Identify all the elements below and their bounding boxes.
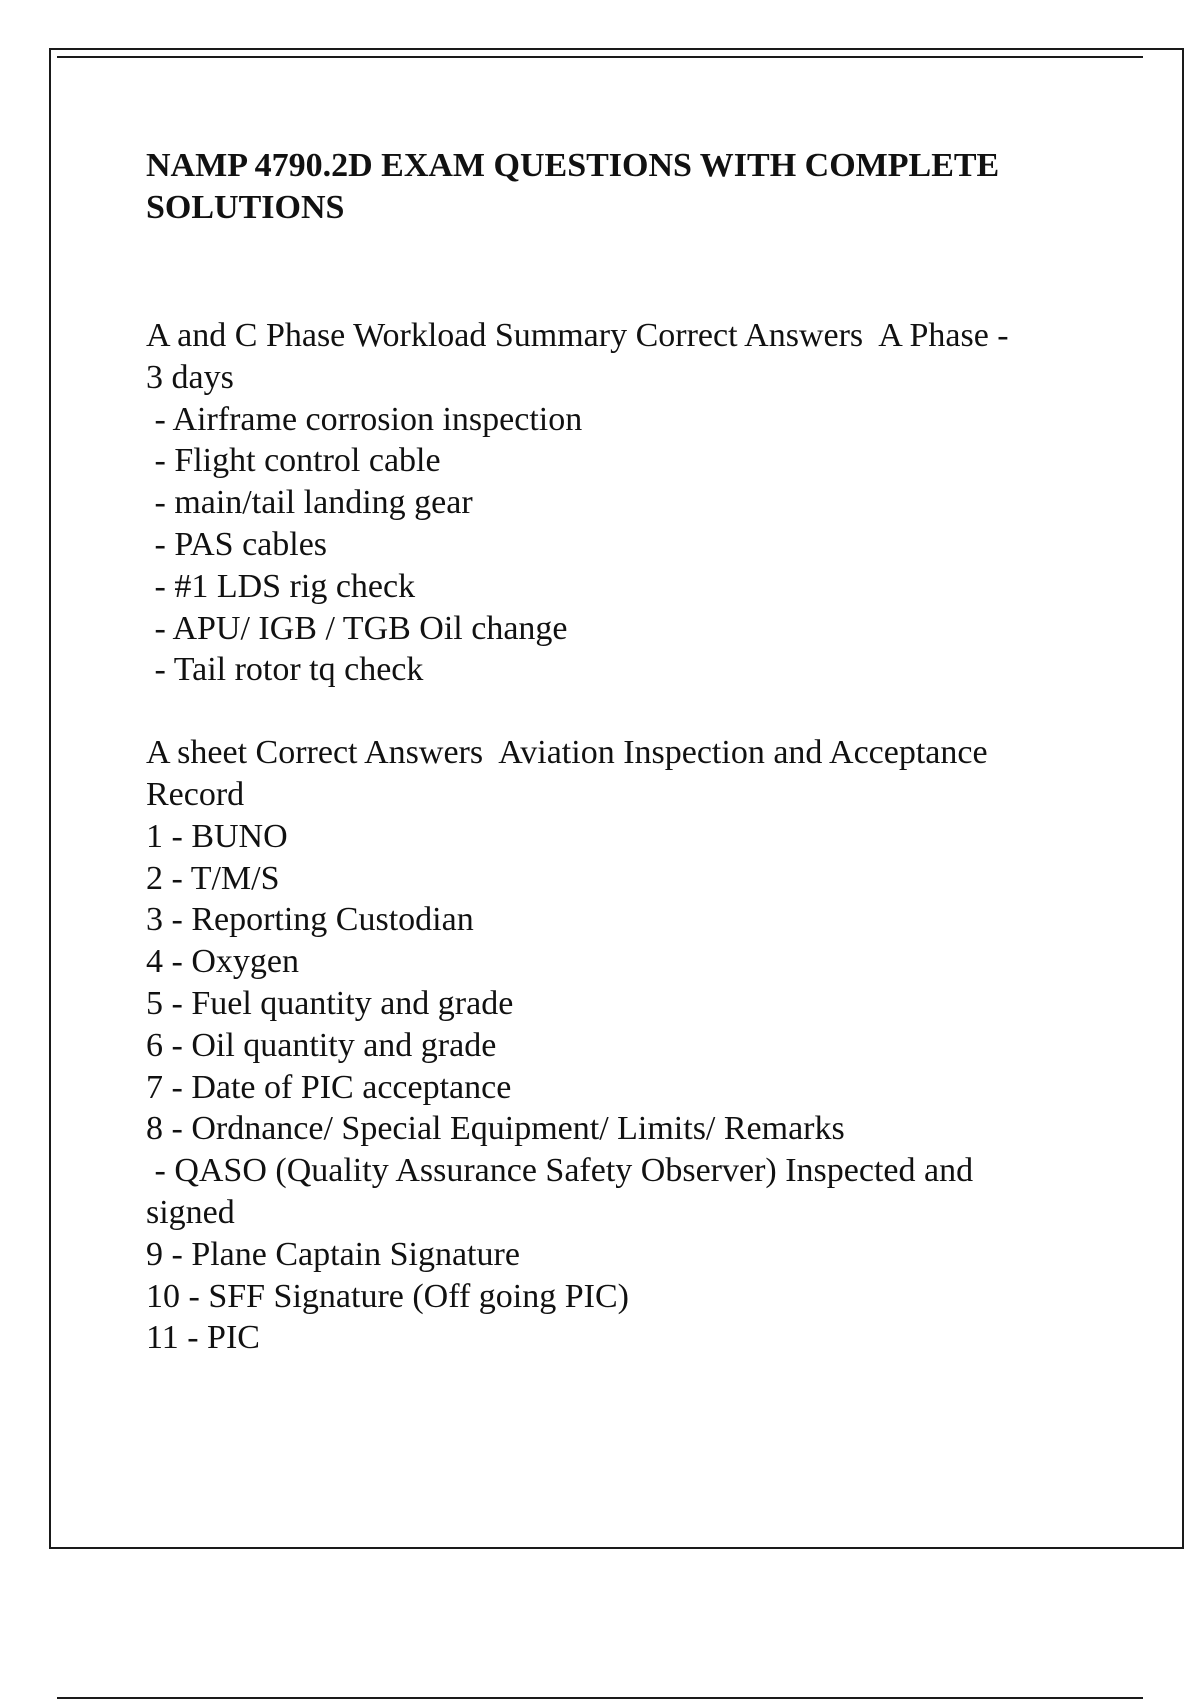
answer-line: 5 - Fuel quantity and grade [146, 984, 514, 1022]
answer-line: - PAS cables [146, 525, 328, 563]
answer-line: - Flight control cable [146, 442, 441, 480]
question-block-2 [146, 732, 1106, 1359]
answer-line: - main/tail landing gear [146, 484, 473, 522]
answer-line: 2 - T/M/S [146, 859, 280, 897]
answer-line: 1 - BUNO [146, 817, 288, 855]
document-content [146, 145, 1106, 1359]
question-1-first-line [146, 315, 1106, 357]
question-2-first-line [146, 732, 1106, 774]
document-title: NAMP 4790.2D EXAM QUESTIONS WITH COMPLETE SOLUTIONS [146, 147, 1000, 226]
question-2-answer-start: Aviation Inspection and Acceptance [498, 734, 988, 772]
question-1-answer-label: Correct Answers [635, 317, 864, 354]
answer-line: 9 - Plane Captain Signature [146, 1235, 520, 1273]
question-2-text: A sheet [146, 734, 248, 772]
answer-line: - Tail rotor tq check [146, 651, 424, 689]
answer-line: 11 - PIC [146, 1319, 260, 1357]
answer-line: 8 - Ordnance/ Special Equipment/ Limits/ Remarks [146, 1110, 845, 1148]
answer-line: 7 - Date of PIC acceptance [146, 1068, 512, 1106]
answer-line: 10 - SFF Signature (Off going PIC) [146, 1277, 629, 1315]
question-1-answer-start: A Phase - [878, 317, 1009, 354]
header-rule [57, 56, 1143, 58]
answer-line: - Airframe corrosion inspection [146, 400, 583, 438]
answer-line: 3 days [146, 358, 234, 396]
question-1-text: A and C Phase Workload Summary [146, 317, 628, 354]
question-2-answer-label: Correct Answers [255, 734, 484, 772]
footer-rule [57, 1697, 1143, 1699]
answer-line: signed [146, 1193, 235, 1231]
answer-line: - QASO (Quality Assurance Safety Observer) Inspected and [146, 1152, 974, 1190]
answer-line: - APU/ IGB / TGB Oil change [146, 609, 568, 647]
answer-line: Record [146, 775, 245, 813]
answer-line: 6 - Oil quantity and grade [146, 1026, 497, 1064]
question-block-1 [146, 315, 1106, 691]
answer-line: 3 - Reporting Custodian [146, 901, 474, 939]
answer-line: 4 - Oxygen [146, 943, 299, 981]
answer-line: - #1 LDS rig check [146, 567, 416, 605]
